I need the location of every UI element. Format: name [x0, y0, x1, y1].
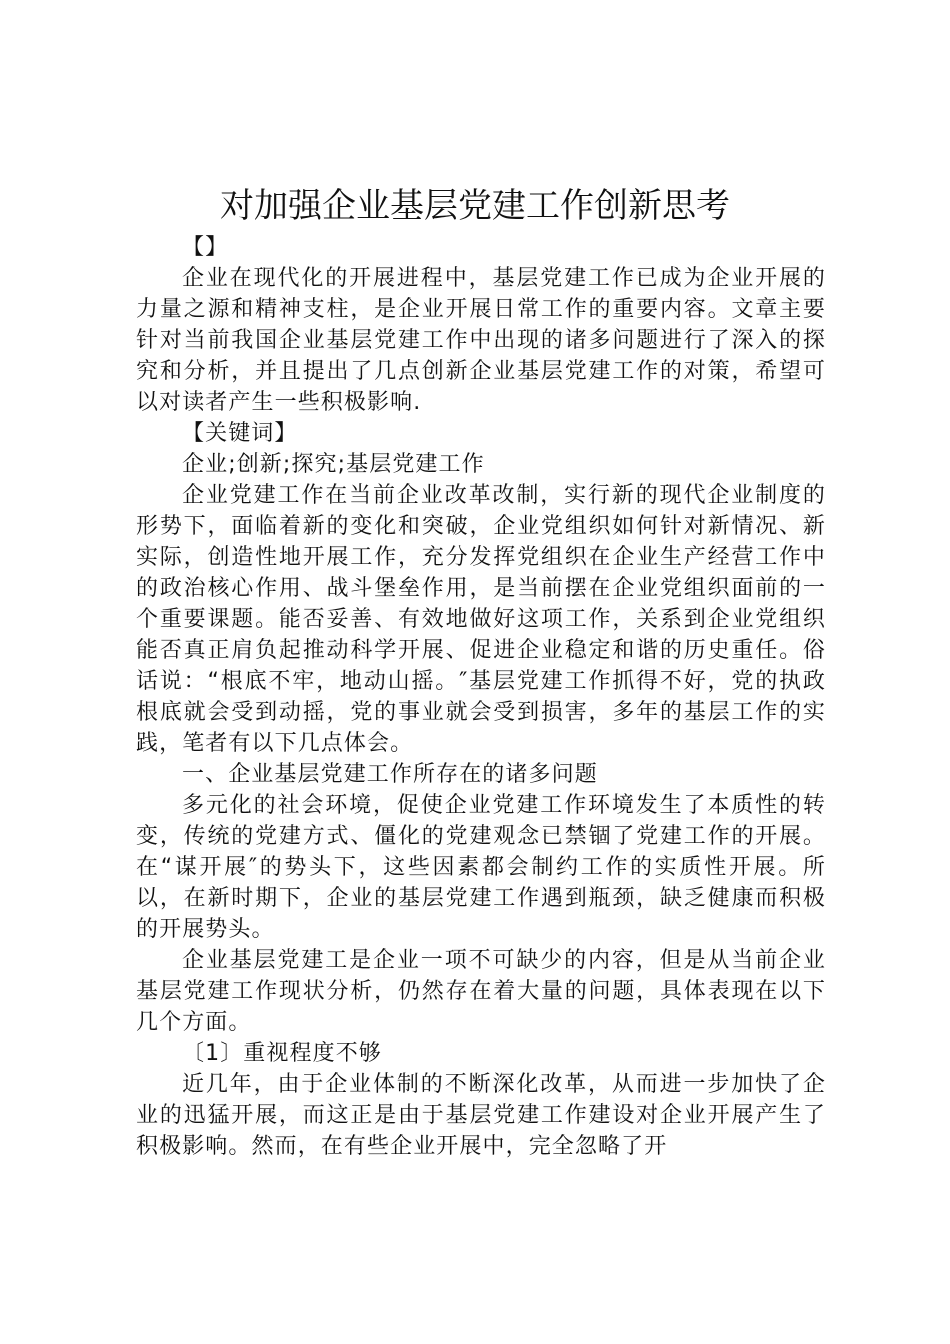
document-title: 对加强企业基层党建工作创新思考 [220, 186, 730, 226]
body-paragraph: 企业基层党建工是企业一项不可缺少的内容，但是从当前企业基层党建工作现状分析，仍然存在着大量的问题，具体表现在以下几个方面。 [136, 948, 826, 1035]
keywords-text: 企业;创新;探究;基层党建工作 [182, 452, 485, 477]
keywords-label: 【关键词】 [182, 421, 298, 446]
section-heading: 一、企业基层党建工作所存在的诸多问题 [182, 762, 598, 787]
body-paragraph: 多元化的社会环境，促使企业党建工作环境发生了本质性的转变，传统的党建方式、僵化的党建观念已禁锢了党建工作的开展。在“谋开展″的势头下，这些因素都会制约工作的实质性开展。所以，在新时期下，企业的基层党建工作遇到瓶颈，缺乏健康而积极的开展势头。 [136, 793, 826, 942]
bracket-label: 【】 [182, 235, 229, 260]
subsection-heading: 〔1〕重视程度不够 [182, 1041, 382, 1066]
document-body [136, 232, 826, 1162]
body-paragraph: 近几年，由于企业体制的不断深化改革，从而进一步加快了企业的迅猛开展，而这正是由于基层党建工作建设对企业开展产生了积极影响。然而，在有些企业开展中，完全忽略了开 [136, 1072, 826, 1159]
abstract-paragraph: 企业在现代化的开展进程中，基层党建工作已成为企业开展的力量之源和精神支柱，是企业开展日常工作的重要内容。文章主要针对当前我国企业基层党建工作中出现的诸多问题进行了深入的探究和分析，并且提出了几点创新企业基层党建工作的对策，希望可以对读者产生一些积极影响. [136, 266, 826, 415]
body-paragraph: 企业党建工作在当前企业改革改制，实行新的现代企业制度的形势下，面临着新的变化和突破，企业党组织如何针对新情况、新实际，创造性地开展工作，充分发挥党组织在企业生产经营工作中的政治核心作用、战斗堡垒作用，是当前摆在企业党组织面前的一个重要课题。能否妥善、有效地做好这项工作，关系到企业党组织能否真正肩负起推动科学开展、促进企业稳定和谐的历史重任。俗话说：“根底不牢，地动山摇。″基层党建工作抓得不好，党的执政根底就会受到动摇，党的事业就会受到损害，多年的基层工作的实践，笔者有以下几点体会。 [136, 483, 826, 756]
